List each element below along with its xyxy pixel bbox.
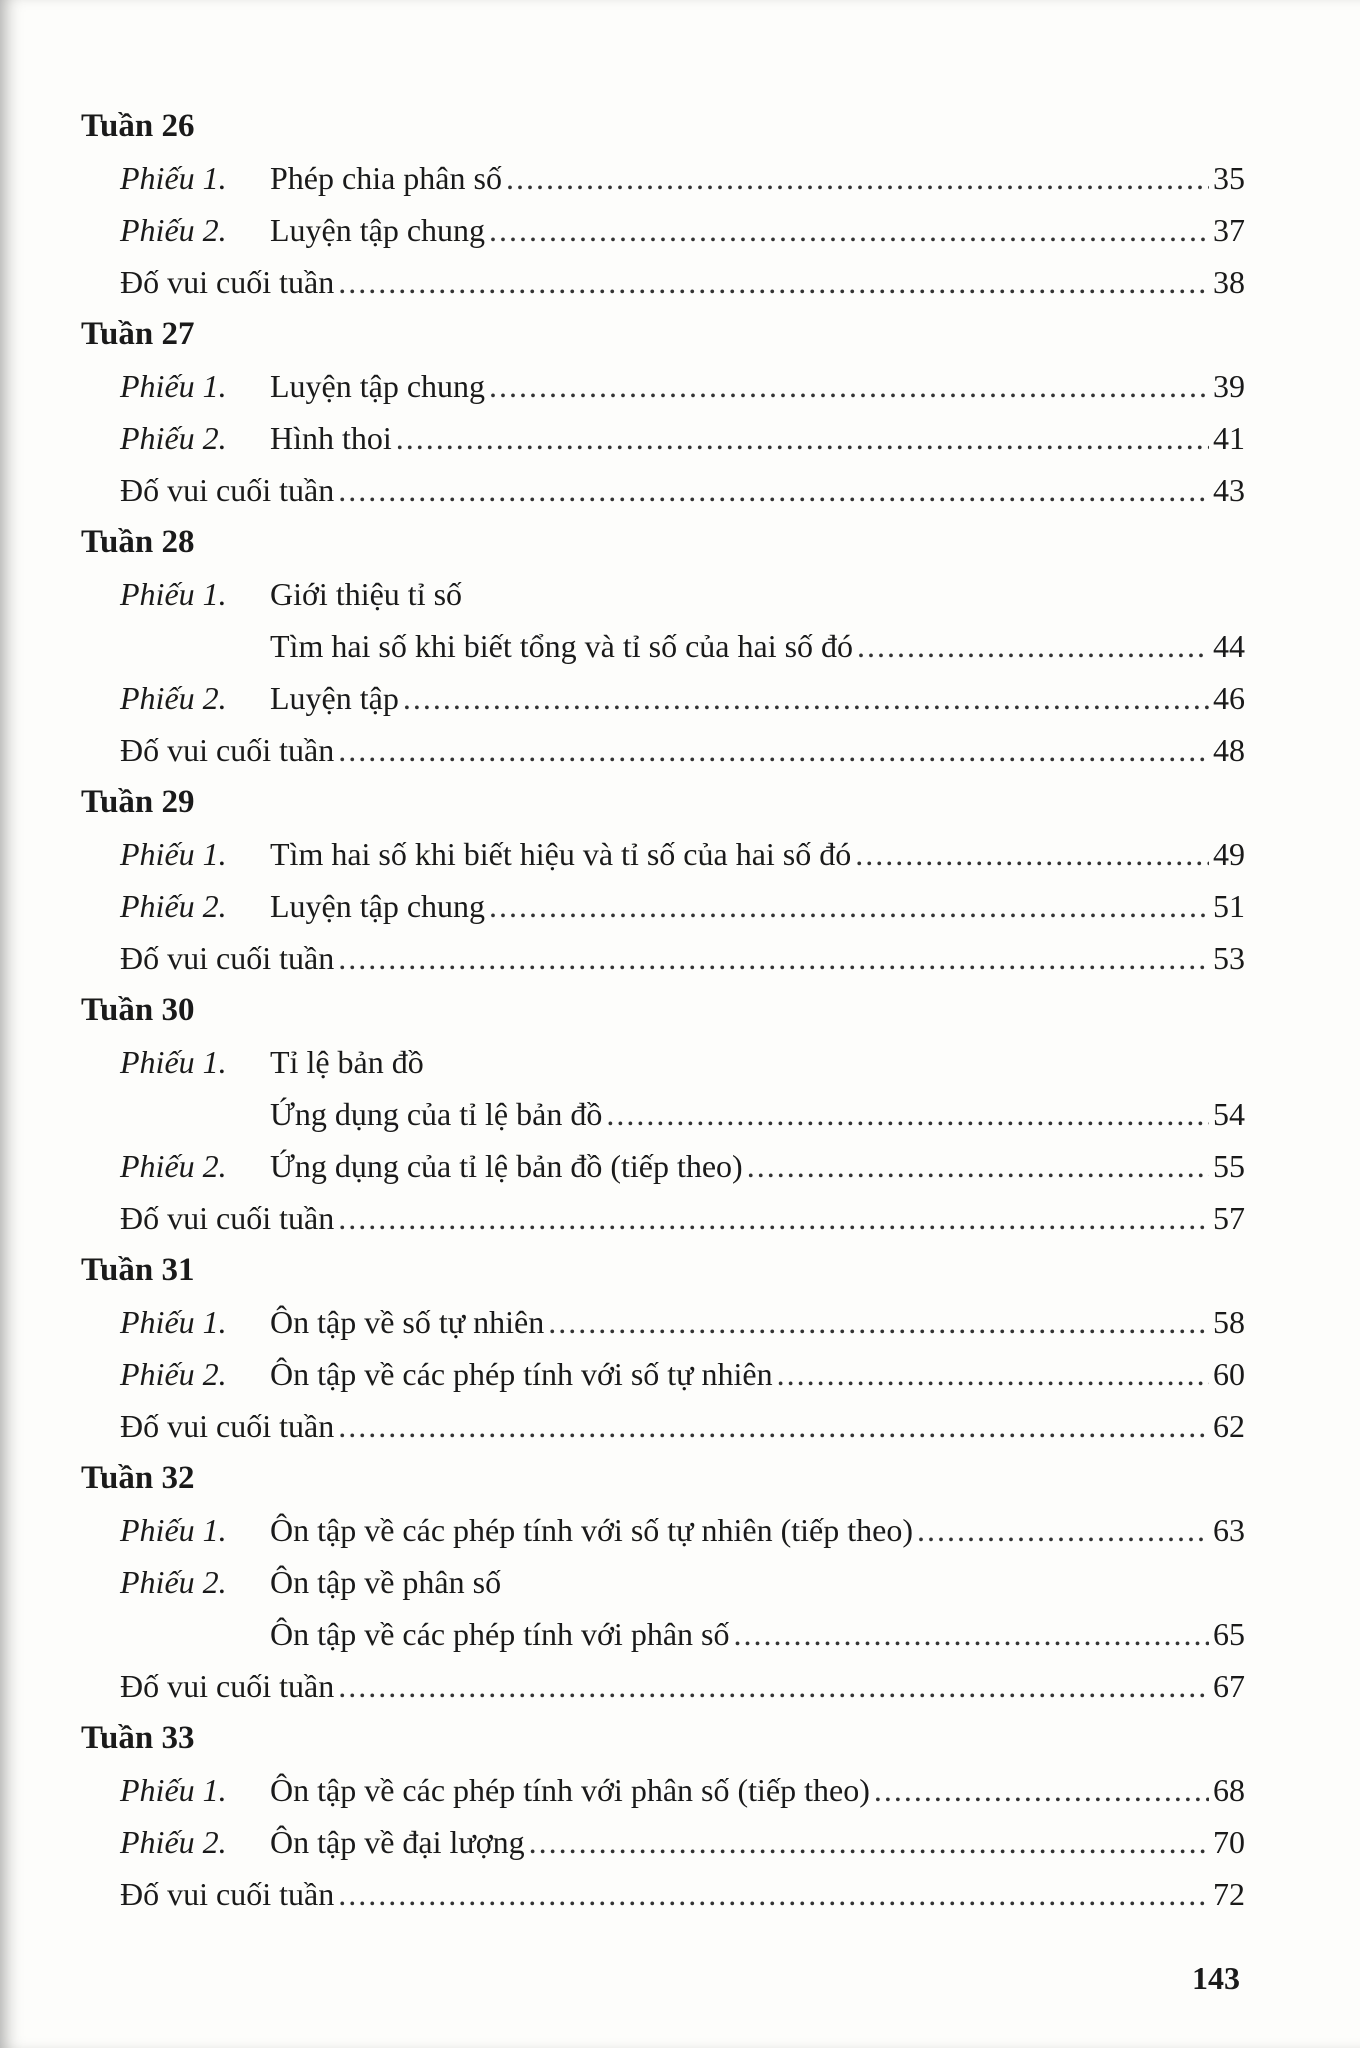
- entry-title: Ôn tập về số tự nhiên: [270, 1304, 545, 1340]
- worksheet-label: Phiếu 2.: [120, 1824, 227, 1860]
- worksheet-label: Phiếu 2.: [120, 680, 227, 716]
- entry-label: Đố vui cuối tuần: [120, 264, 335, 300]
- toc-entry[interactable]: [75, 620, 1245, 672]
- toc-entry[interactable]: [75, 1036, 1245, 1088]
- dot-leader: [747, 1140, 1209, 1192]
- worksheet-label: Phiếu 2.: [120, 420, 227, 456]
- page-number: 143: [1192, 1960, 1240, 1996]
- week-heading: Tuần 26: [81, 108, 195, 144]
- dot-leader: [489, 360, 1209, 412]
- week-heading: Tuần 33: [81, 1720, 195, 1756]
- dot-leader: [403, 672, 1209, 724]
- entry-page-number: 68: [1213, 1772, 1245, 1808]
- worksheet-label: Phiếu 2.: [120, 888, 227, 924]
- worksheet-label: Phiếu 1.: [120, 368, 227, 404]
- entry-page-number: 67: [1213, 1668, 1245, 1704]
- dot-leader: [338, 932, 1209, 984]
- worksheet-label: Phiếu 1.: [120, 160, 227, 196]
- entry-title: Luyện tập chung: [270, 888, 486, 924]
- toc-entry[interactable]: [75, 568, 1245, 620]
- entry-title: Ứng dụng của tỉ lệ bản đồ (tiếp theo): [270, 1148, 743, 1184]
- entry-label: Đố vui cuối tuần: [120, 940, 335, 976]
- toc-entry[interactable]: [75, 1868, 1245, 1920]
- dot-leader: [396, 412, 1209, 464]
- toc-entry[interactable]: [75, 724, 1245, 776]
- toc-entry[interactable]: [75, 828, 1245, 880]
- week-heading: Tuần 27: [81, 316, 195, 352]
- entry-title: Luyện tập chung: [270, 212, 486, 248]
- worksheet-label: Phiếu 2.: [120, 1564, 227, 1600]
- entry-title: Giới thiệu tỉ số: [270, 576, 463, 612]
- week-heading: Tuần 32: [81, 1460, 195, 1496]
- dot-leader: [338, 464, 1209, 516]
- dot-leader: [338, 1400, 1209, 1452]
- entry-title: Ứng dụng của tỉ lệ bản đồ: [270, 1096, 603, 1132]
- entry-title: Ôn tập về các phép tính với số tự nhiên: [270, 1356, 773, 1392]
- entry-page-number: 38: [1213, 264, 1245, 300]
- entry-label: Đố vui cuối tuần: [120, 1200, 335, 1236]
- toc-entry[interactable]: [75, 1660, 1245, 1712]
- worksheet-label: Phiếu 2.: [120, 1148, 227, 1184]
- worksheet-label: Phiếu 1.: [120, 1044, 227, 1080]
- toc-entry[interactable]: [75, 1088, 1245, 1140]
- entry-title: Ôn tập về các phép tính với phân số (tiếp theo): [270, 1772, 870, 1808]
- toc-entry[interactable]: [75, 880, 1245, 932]
- toc-entry[interactable]: [75, 412, 1245, 464]
- entry-title: Luyện tập: [270, 680, 399, 716]
- toc-entry[interactable]: [75, 1764, 1245, 1816]
- toc-entry[interactable]: [75, 1296, 1245, 1348]
- dot-leader: [529, 1816, 1209, 1868]
- dot-leader: [338, 1192, 1209, 1244]
- week-heading: Tuần 28: [81, 524, 195, 560]
- dot-leader: [777, 1348, 1209, 1400]
- entry-title: Ôn tập về các phép tính với số tự nhiên (tiếp theo): [270, 1512, 913, 1548]
- worksheet-label: Phiếu 1.: [120, 1512, 227, 1548]
- dot-leader: [548, 1296, 1209, 1348]
- entry-page-number: 65: [1213, 1616, 1245, 1652]
- dot-leader: [606, 1088, 1209, 1140]
- toc-entry[interactable]: [75, 1608, 1245, 1660]
- dot-leader: [733, 1608, 1209, 1660]
- entry-page-number: 43: [1213, 472, 1245, 508]
- toc-entry[interactable]: [75, 204, 1245, 256]
- toc-entry[interactable]: [75, 672, 1245, 724]
- worksheet-label: Phiếu 1.: [120, 836, 227, 872]
- toc-entry[interactable]: [75, 1348, 1245, 1400]
- toc-entry[interactable]: [75, 256, 1245, 308]
- dot-leader: [857, 620, 1209, 672]
- entry-label: Đố vui cuối tuần: [120, 1668, 335, 1704]
- toc-entry[interactable]: [75, 1504, 1245, 1556]
- entry-title: Tìm hai số khi biết tổng và tỉ số của hai số đó: [270, 628, 854, 664]
- entry-page-number: 37: [1213, 212, 1245, 248]
- entry-page-number: 53: [1213, 940, 1245, 976]
- entry-title: Ôn tập về đại lượng: [270, 1824, 525, 1860]
- entry-title: Phép chia phân số: [270, 160, 502, 196]
- entry-page-number: 57: [1213, 1200, 1245, 1236]
- dot-leader: [338, 1660, 1209, 1712]
- week-heading: Tuần 29: [81, 784, 195, 820]
- toc-entry[interactable]: [75, 1192, 1245, 1244]
- worksheet-label: Phiếu 2.: [120, 1356, 227, 1392]
- entry-title: Ôn tập về các phép tính với phân số: [270, 1616, 730, 1652]
- dot-leader: [338, 724, 1209, 776]
- entry-page-number: 49: [1213, 836, 1245, 872]
- dot-leader: [338, 256, 1209, 308]
- dot-leader: [874, 1764, 1209, 1816]
- dot-leader: [855, 828, 1209, 880]
- entry-page-number: 58: [1213, 1304, 1245, 1340]
- entry-page-number: 62: [1213, 1408, 1245, 1444]
- entry-title: Tìm hai số khi biết hiệu và tỉ số của hai số đó: [270, 836, 852, 872]
- toc-entry[interactable]: [75, 464, 1245, 516]
- dot-leader: [489, 880, 1209, 932]
- dot-leader: [489, 204, 1209, 256]
- entry-page-number: 35: [1213, 160, 1245, 196]
- entry-page-number: 55: [1213, 1148, 1245, 1184]
- entry-page-number: 70: [1213, 1824, 1245, 1860]
- worksheet-label: Phiếu 1.: [120, 576, 227, 612]
- entry-label: Đố vui cuối tuần: [120, 1408, 335, 1444]
- toc-entry[interactable]: [75, 1556, 1245, 1608]
- entry-page-number: 63: [1213, 1512, 1245, 1548]
- entry-page-number: 48: [1213, 732, 1245, 768]
- week-heading: Tuần 30: [81, 992, 195, 1028]
- entry-title: Ôn tập về phân số: [270, 1564, 502, 1600]
- week-heading: Tuần 31: [81, 1252, 195, 1288]
- entry-label: Đố vui cuối tuần: [120, 732, 335, 768]
- toc-entry[interactable]: [75, 1400, 1245, 1452]
- entry-title: Luyện tập chung: [270, 368, 486, 404]
- entry-page-number: 60: [1213, 1356, 1245, 1392]
- dot-leader: [338, 1868, 1209, 1920]
- toc-entry[interactable]: [75, 1140, 1245, 1192]
- table-of-contents: [75, 100, 1245, 1920]
- toc-entry[interactable]: [75, 1816, 1245, 1868]
- entry-label: Đố vui cuối tuần: [120, 1876, 335, 1912]
- entry-page-number: 41: [1213, 420, 1245, 456]
- entry-page-number: 46: [1213, 680, 1245, 716]
- entry-label: Đố vui cuối tuần: [120, 472, 335, 508]
- entry-page-number: 39: [1213, 368, 1245, 404]
- toc-entry[interactable]: [75, 932, 1245, 984]
- entry-page-number: 51: [1213, 888, 1245, 924]
- entry-page-number: 72: [1213, 1876, 1245, 1912]
- worksheet-label: Phiếu 2.: [120, 212, 227, 248]
- worksheet-label: Phiếu 1.: [120, 1304, 227, 1340]
- entry-page-number: 54: [1213, 1096, 1245, 1132]
- worksheet-label: Phiếu 1.: [120, 1772, 227, 1808]
- toc-entry[interactable]: [75, 360, 1245, 412]
- dot-leader: [506, 152, 1209, 204]
- toc-entry[interactable]: [75, 152, 1245, 204]
- entry-title: Tỉ lệ bản đồ: [270, 1044, 424, 1080]
- dot-leader: [917, 1504, 1209, 1556]
- entry-title: Hình thoi: [270, 420, 392, 456]
- entry-page-number: 44: [1213, 628, 1245, 664]
